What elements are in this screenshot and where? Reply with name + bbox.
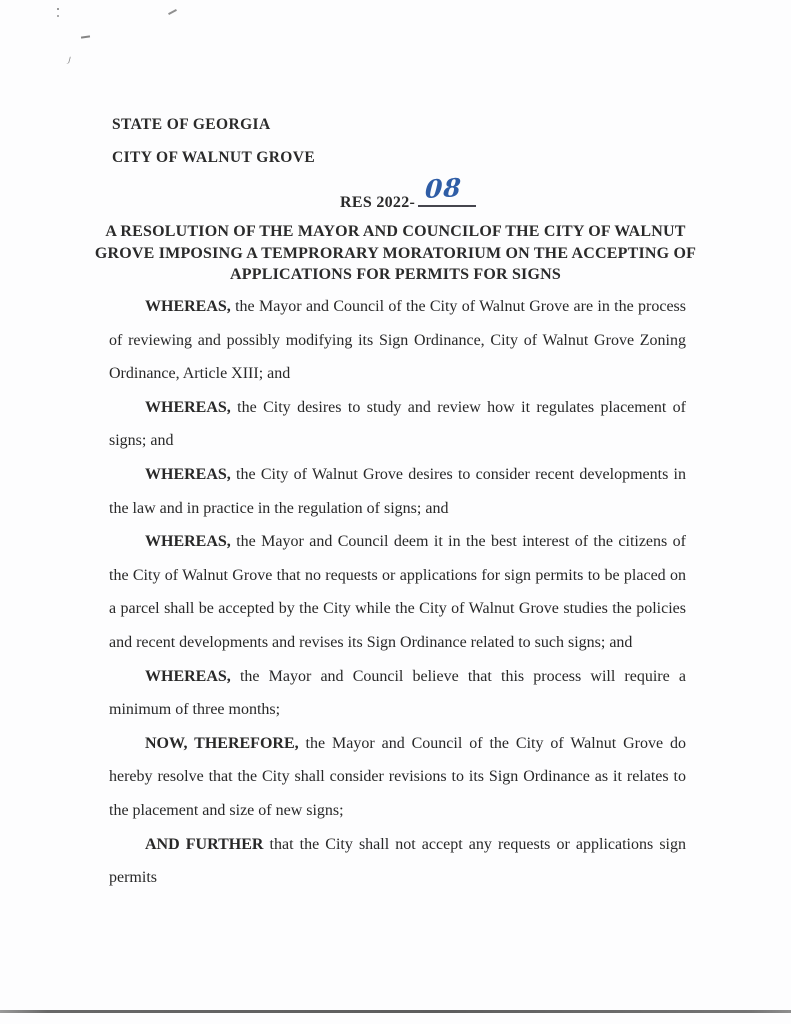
resolution-number-line [340,172,476,212]
whereas-paragraph [109,525,686,659]
and-further-paragraph [109,828,686,895]
city-heading: CITY OF WALNUT GROVE [112,149,316,166]
and-further-lead: AND FURTHER [145,835,264,853]
page-bottom-edge-scan-line [0,1010,791,1013]
resolution-title-line-1: A RESOLUTION OF THE MAYOR AND COUNCILOF THE CITY OF WALNUT [105,223,686,240]
state-heading: STATE OF GEORGIA [112,116,271,133]
resolution-number-blank-underline [418,172,476,207]
resolution-title-line-3: APPLICATIONS FOR PERMITS FOR SIGNS [230,266,561,283]
scan-artifact-dash [81,35,90,38]
scan-artifact-dots [57,8,59,10]
whereas-paragraph [109,458,686,525]
resolution-label: RES 2022- [340,194,416,211]
handwritten-resolution-number: 08 [424,172,463,205]
paragraph-text: the Mayor and Council of the City of Walnut Grove do hereby resolve that the City shall consider revisions to its Sign Ordinance as it relates to the placement and size of new signs; [109,734,686,819]
paragraph-text: the Mayor and Council deem it in the best interest of the citizens of the City of Walnut Grove that no requests or applications for sign permits to be placed on a parcel shall be accepted by the City while the City of Walnut Grove studies the policies and recent developments and revises its Sign Ordinance related to such signs; and [109,533,686,651]
whereas-lead: WHEREAS, [145,398,231,416]
paragraph-text: the Mayor and Council believe that this process will require a minimum of three months; [109,667,686,719]
whereas-paragraph [109,290,686,391]
now-therefore-lead: NOW, THEREFORE, [145,734,299,752]
whereas-lead: WHEREAS, [145,533,231,551]
whereas-lead: WHEREAS, [145,667,231,685]
paragraph-text: the City desires to study and review how it regulates placement of signs; and [109,398,686,450]
paragraph-text: the City of Walnut Grove desires to consider recent developments in the law and in practice in the regulation of signs; and [109,465,686,517]
paragraph-text: that the City shall not accept any requests or applications sign permits [109,835,687,887]
resolution-body [109,290,686,895]
whereas-paragraph [109,391,686,458]
whereas-lead: WHEREAS, [145,465,231,483]
whereas-lead: WHEREAS, [145,298,231,315]
now-therefore-paragraph [109,727,686,828]
resolution-title [0,221,791,286]
scan-artifact-hook [64,56,71,65]
paragraph-text: the Mayor and Council of the City of Walnut Grove are in the process of reviewing and possibly modifying its Sign Ordinance, City of Walnut Grove Zoning Ordinance, Article XIII; and [109,298,686,383]
whereas-paragraph [109,660,686,727]
resolution-title-line-2: GROVE IMPOSING A TEMPRORARY MORATORIUM ON THE ACCEPTING OF [94,244,697,262]
scan-artifact-tick [168,9,177,15]
